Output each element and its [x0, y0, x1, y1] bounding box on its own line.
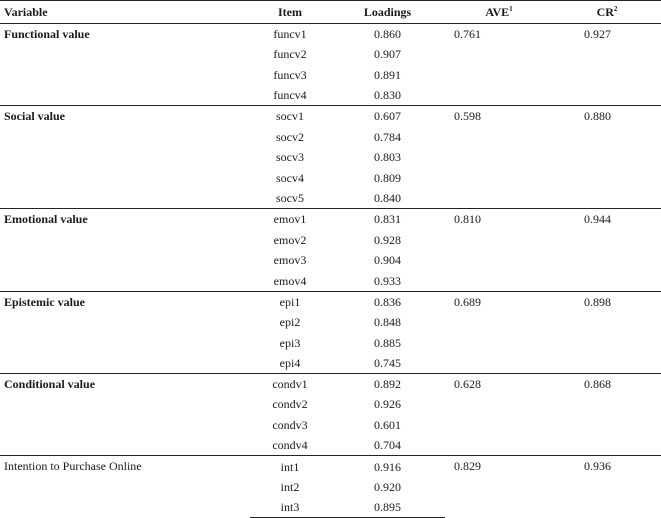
cr-value: 0.898 [553, 291, 661, 373]
item-code: socv3 [276, 150, 304, 165]
variable-name: Social value [0, 106, 250, 209]
loading-value: 0.601 [374, 418, 401, 433]
loading-value: 0.895 [330, 497, 445, 518]
loading-value: 0.836 [330, 291, 445, 312]
item-code: int3 [250, 497, 330, 518]
loading-value: 0.907 [374, 47, 401, 62]
variable-name: Functional value [0, 24, 250, 106]
loading-value: 0.916 [330, 456, 445, 477]
item-code: emov2 [273, 232, 307, 247]
item-code: condv2 [272, 397, 308, 412]
item-code: funcv4 [273, 88, 307, 103]
item-code: socv4 [276, 170, 304, 185]
variable-name: Epistemic value [0, 291, 250, 373]
table-row [0, 374, 661, 395]
loading-value: 0.840 [374, 191, 401, 206]
header-ave-label: AVE [485, 4, 510, 19]
item-code: int1 [250, 456, 330, 477]
loading-value: 0.933 [374, 273, 401, 288]
table-row [0, 291, 661, 312]
table-row [0, 106, 661, 127]
cr-value: 0.868 [553, 374, 661, 456]
header-item: Item [250, 1, 330, 24]
ave-value: 0.761 [445, 24, 553, 106]
header-cr [553, 1, 661, 24]
loading-value: 0.745 [374, 356, 401, 371]
header-ave-footnote: 1 [509, 4, 513, 13]
loading-value: 0.607 [330, 106, 445, 127]
item-code: emov3 [273, 253, 307, 268]
loading-value: 0.926 [374, 397, 401, 412]
item-code: funcv2 [273, 47, 307, 62]
loading-value: 0.809 [374, 170, 401, 185]
ave-value: 0.628 [445, 374, 553, 456]
cr-value: 0.927 [553, 24, 661, 106]
loading-value: 0.831 [330, 209, 445, 230]
item-code: condv3 [272, 418, 308, 433]
ave-value: 0.810 [445, 209, 553, 291]
header-ave [445, 1, 553, 24]
header-cr-label: CR [596, 4, 614, 19]
table-row [0, 456, 661, 477]
item-code: funcv3 [273, 67, 307, 82]
loading-value: 0.704 [374, 438, 401, 453]
header-loadings: Loadings [330, 1, 445, 24]
ave-value: 0.598 [445, 106, 553, 209]
header-variable: Variable [0, 1, 250, 24]
ave-value: 0.829 [445, 456, 553, 518]
variable-name: Intention to Purchase Online [0, 456, 250, 518]
item-code: emov1 [250, 209, 330, 230]
item-code: epi4 [279, 356, 301, 371]
table-header [0, 1, 661, 24]
item-code: condv1 [250, 374, 330, 395]
loading-value: 0.784 [374, 129, 401, 144]
item-code: socv5 [276, 191, 304, 206]
item-code: emov4 [273, 273, 307, 288]
header-row [0, 1, 661, 24]
loading-value: 0.830 [374, 88, 401, 103]
cr-value: 0.880 [553, 106, 661, 209]
item-code: epi3 [279, 335, 301, 350]
item-code: epi1 [250, 291, 330, 312]
cr-value: 0.944 [553, 209, 661, 291]
item-code: int2 [280, 479, 300, 494]
loading-value: 0.885 [374, 335, 401, 350]
loading-value: 0.803 [374, 150, 401, 165]
item-code: condv4 [272, 438, 308, 453]
table-row [0, 24, 661, 45]
variable-name: Conditional value [0, 374, 250, 456]
ave-value: 0.689 [445, 291, 553, 373]
cr-value: 0.936 [553, 456, 661, 518]
loading-value: 0.920 [374, 479, 401, 494]
table-body [0, 24, 661, 518]
item-code: socv1 [250, 106, 330, 127]
table-row [0, 209, 661, 230]
loading-value: 0.904 [374, 253, 401, 268]
loading-value: 0.892 [330, 374, 445, 395]
loading-value: 0.860 [330, 24, 445, 45]
item-code: socv2 [276, 129, 304, 144]
loading-value: 0.928 [374, 232, 401, 247]
item-code: epi2 [279, 315, 301, 330]
loading-value: 0.848 [374, 315, 401, 330]
item-code: funcv1 [250, 24, 330, 45]
loading-value: 0.891 [374, 67, 401, 82]
variable-name: Emotional value [0, 209, 250, 291]
header-cr-footnote: 2 [613, 4, 618, 13]
